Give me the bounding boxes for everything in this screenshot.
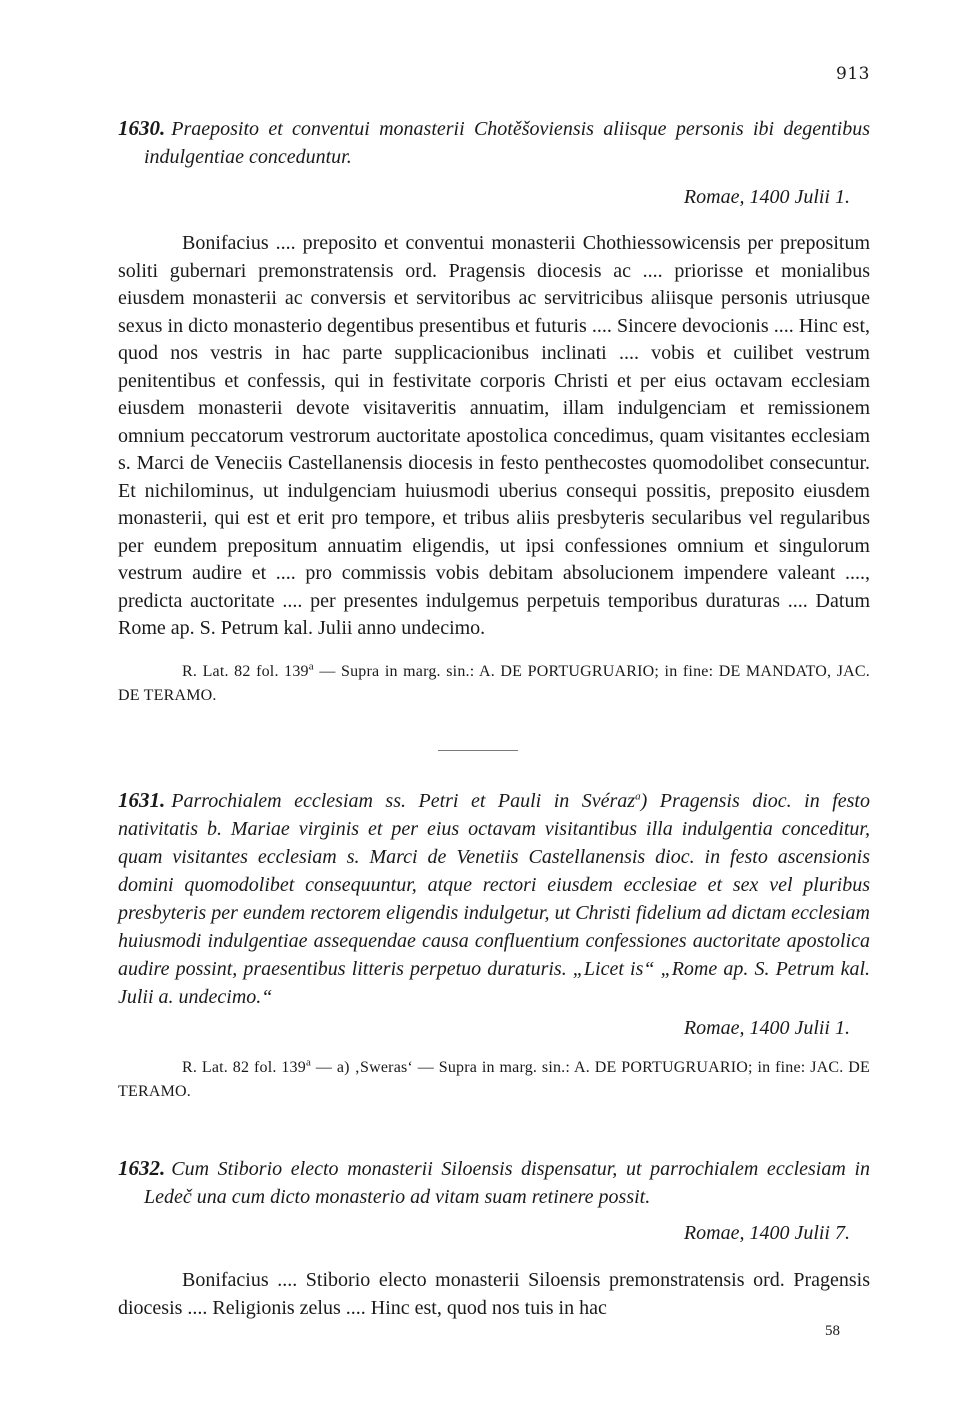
source-note xyxy=(118,1056,870,1104)
source-note xyxy=(118,660,870,708)
source-suffix: — a) ‚Sweras‘ — Supra in marg. sin.: A. DE PORTUGRUARIO; in fine: JAC. DE TERAMO. xyxy=(118,1059,870,1100)
summary-text: Praeposito et conventui monasterii Chotěšoviensis aliisque personis ibi degentibus indulgentiae conceduntur. xyxy=(144,118,870,168)
entry-1632 xyxy=(118,1154,870,1322)
section-divider xyxy=(438,750,518,751)
source-sup: a xyxy=(305,1056,312,1069)
entry-body: Bonifacius .... preposito et conventui monasterii Chothiessowicensis per prepositum soliti gubernari premonstratensis ord. Pragensis diocesis ac .... priorisse et monialibus eiusdem monasterii ac conversis et servitoribus ac servitricibus aliisque personis utriusque sexus in dicto monasterio degentibus presentibus et futuris .... Sincere devocionis .... Hinc est, quod nos vestris in hac parte supplicacionibus inclinati .... vobis et cuilibet vestrum penitentibus et confessis, qui in festivitate corporis Christi et per eius octavam ecclesiam eiusdem monasterii devote visitaveritis annuatim, illam indulgenciam et remissionem omnium peccatorum vestrorum auctoritate apostolica concedimus, quam visitantes ecclesiam s. Marci de Veneciis Castellanensis diocesis in festo penthecostes quomodolibet consecuntur. Et nichilominus, ut indulgenciam huiusmodi uberius consequi possitis, preposito eiusdem monasterii, qui est et erit pro tempore, et tribus aliis presbyteris secularibus vel regularibus per eundem prepositum annuatim eligendis, ut ipsi confessiones omnium et singulorum vestrum audire et .... pro commissis vobis debitam absolucionem impendere valeant ...., predicta auctoritate .... per presentes indulgemus perpetuis temporibus duraturas .... Datum Rome ap. S. Petrum kal. Julii anno undecimo. xyxy=(118,232,870,639)
entry-summary xyxy=(118,786,870,1011)
summary-text: Parrochialem ecclesiam ss. Petri et Pauli in Svéraz xyxy=(171,790,636,812)
dateline: Romae, 1400 Julii 1. xyxy=(683,186,850,208)
entry-number: 1631. xyxy=(118,788,166,812)
entry-number: 1632. xyxy=(118,1156,166,1180)
entry-1631 xyxy=(118,786,870,1104)
entry-summary xyxy=(118,1154,870,1211)
entry-1630 xyxy=(118,114,870,708)
summary-text-rest: ) Pragensis dioc. in festo nativitatis b. Mariae virginis et per eius octavam visitantibus illa indulgentia conceditur, quam visitantes ecclesiam s. Marci de Venetiis Castellanensis dioc. in festo ascensionis domini quomodolibet consequuntur, atque rectori eiusdem ecclesiae et sex vel pluribus presbyteris per eundem rectorem eligendis indulgetur, ut Christi fidelium ad dictam ecclesiam huiusmodi indulgentiae assequendae causa confluentium confessiones auctoritate apostolica audire possint, praesentibus litteris perpetuo duraturis. „Licet is“ „Rome ap. S. Petrum kal. Julii a. undecimo.“ xyxy=(118,790,870,1008)
dateline: Romae, 1400 Julii 7. xyxy=(683,1222,850,1244)
summary-text: Cum Stiborio electo monasterii Siloensis dispensatur, ut parrochialem ecclesiam in Ledeč una cum dicto monasterio ad vitam suam retinere possit. xyxy=(144,1158,870,1208)
source-suffix: — Supra in marg. sin.: A. DE PORTUGRUARIO; in fine: DE MANDATO, JAC. DE TERAMO. xyxy=(118,662,870,704)
source-prefix: R. Lat. 82 fol. 139 xyxy=(182,1059,306,1076)
entry-summary xyxy=(118,114,870,171)
dateline: Romae, 1400 Julii 1. xyxy=(683,1017,850,1039)
source-sup: a xyxy=(308,660,314,673)
page-number: 913 xyxy=(836,64,870,84)
signature-mark: 58 xyxy=(825,1323,840,1339)
source-prefix: R. Lat. 82 fol. 139 xyxy=(182,662,309,680)
entry-body: Bonifacius .... Stiborio electo monasterii Siloensis premonstratensis ord. Pragensis diocesis .... Religionis zelus .... Hinc est, quod nos tuis in hac xyxy=(118,1269,870,1319)
entry-number: 1630. xyxy=(118,116,166,140)
summary-sup: a xyxy=(635,790,641,803)
